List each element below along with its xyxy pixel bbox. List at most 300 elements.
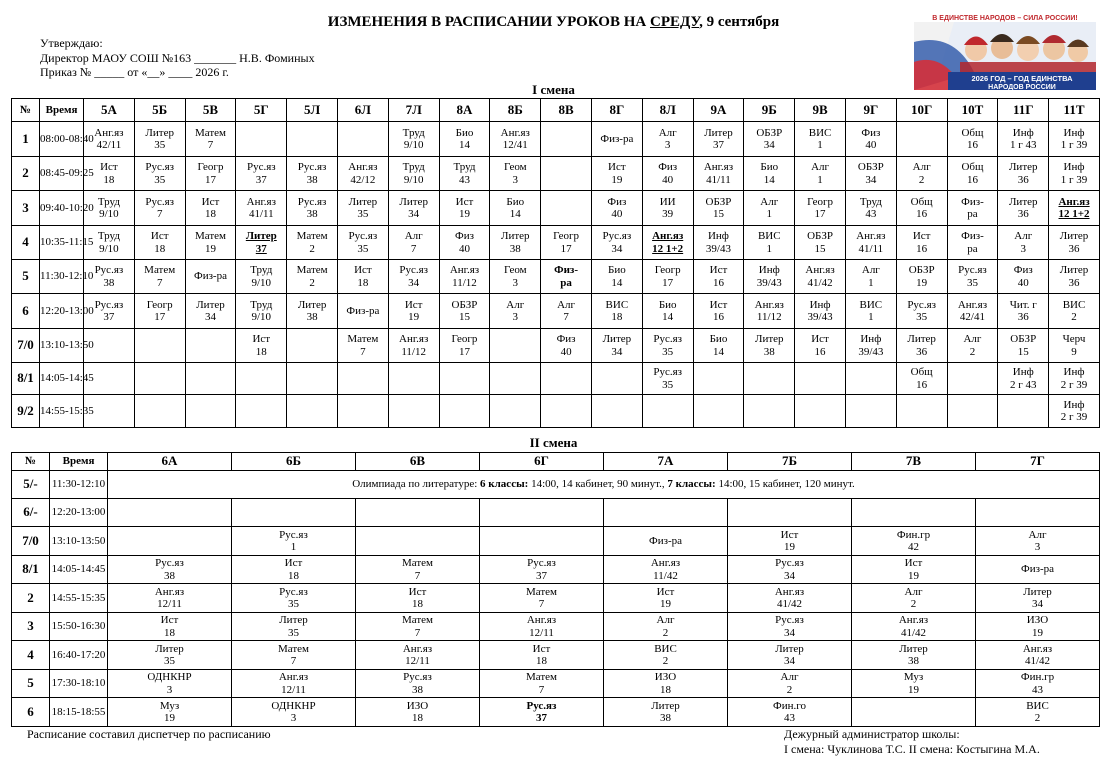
lesson-entry [440, 299, 490, 324]
room-text: 41/42 [776, 598, 803, 610]
lesson-cell [795, 395, 846, 428]
lesson-cell [439, 294, 490, 329]
subject-text: ИЗО [406, 699, 429, 712]
olympiad-text: 6 классы: [480, 478, 529, 491]
room-text: 15 [814, 242, 826, 255]
subject-text: Рус.яз [775, 614, 804, 626]
subject-text: Алг [912, 161, 931, 173]
subject-text: Физ-ра [600, 132, 634, 145]
room-text: 1 [868, 276, 874, 289]
lesson-cell [439, 260, 490, 294]
lesson-cell [134, 157, 185, 191]
room-text: 18 [412, 598, 423, 610]
subject-text: Анг.яз [652, 230, 684, 242]
class-header: 7Б [728, 453, 852, 471]
subject-text: ОДНКНР [147, 671, 192, 683]
lesson-cell [896, 294, 947, 329]
lesson-entry [287, 264, 337, 289]
subject-text: ОБЗР [451, 298, 478, 311]
room-text: 14 [611, 276, 623, 289]
lesson-entry [440, 161, 490, 186]
subject-text: ОДНКНР [271, 699, 316, 712]
room-text: 38 [103, 276, 115, 289]
lesson-entry [592, 133, 642, 146]
class-header: 8Л [642, 99, 693, 122]
lesson-entry [356, 671, 479, 696]
subject-text: Био [455, 126, 474, 139]
subject-text: 18:15- [51, 705, 81, 718]
subject-text: Алг [760, 195, 779, 208]
subject-text: Геогр [807, 195, 834, 208]
subject-text: Физ [1013, 264, 1033, 276]
subject-text: ОБЗР [908, 264, 935, 276]
lesson-entry [440, 196, 490, 221]
lesson-entry [728, 700, 851, 725]
subject-text: Анг.яз [650, 557, 681, 569]
room-text: 14 [509, 208, 521, 220]
room-text: 12:10 [68, 270, 94, 283]
lesson-row [12, 294, 1100, 329]
subject-text: Литер [501, 230, 530, 242]
lesson-row [12, 670, 1100, 698]
lesson-cell [845, 395, 896, 428]
lesson-cell [236, 226, 287, 260]
subject-text: Алг [963, 333, 982, 345]
room-text: 2 [309, 276, 315, 289]
lesson-cell [388, 260, 439, 294]
room-text: 13:00 [80, 506, 106, 519]
lesson-entry [694, 127, 744, 152]
lesson-cell [693, 294, 744, 329]
lesson-cell [1049, 191, 1100, 226]
subject-text: Рус.яз [246, 161, 276, 173]
lesson-cell [604, 527, 728, 556]
lesson-time [50, 613, 108, 641]
lesson-cell [1049, 122, 1100, 157]
lesson-cell [896, 260, 947, 294]
lesson-cell [236, 191, 287, 226]
lesson-cell [845, 226, 896, 260]
lesson-cell [490, 395, 541, 428]
subject-text: Литер [1023, 585, 1052, 598]
lesson-cell [845, 157, 896, 191]
lesson-entry [186, 270, 236, 283]
room-text: 18 [660, 683, 671, 696]
lesson-entry [541, 230, 591, 255]
lesson-cell [108, 670, 232, 698]
subject-text: 12:20- [51, 506, 81, 519]
room-text: 41/11 [858, 242, 884, 255]
subject-text: Ист [811, 333, 829, 345]
lesson-cell [480, 641, 604, 670]
lesson-cell [998, 226, 1049, 260]
lesson-time [40, 260, 94, 294]
lesson-row [12, 226, 1100, 260]
lesson-cell [232, 584, 356, 613]
lesson-cell [744, 122, 795, 157]
lesson-entry [1049, 299, 1099, 324]
lesson-entry [795, 333, 845, 358]
lesson-cell [236, 122, 287, 157]
lesson-cell [439, 122, 490, 157]
lesson-entry [135, 127, 185, 152]
subject-text: Литер [1008, 195, 1038, 208]
lesson-cell [693, 226, 744, 260]
room-text: 7 [290, 655, 297, 667]
lesson-entry [356, 586, 479, 611]
room-text: 36 [916, 345, 928, 358]
subject-text: Рус.яз [155, 557, 184, 569]
lesson-cell [232, 527, 356, 556]
lesson-cell [108, 641, 232, 670]
room-text: 1 [766, 242, 772, 255]
room-text: 9/10 [403, 139, 424, 151]
subject-text: Инф [1012, 126, 1034, 139]
subject-text: Труд [453, 161, 476, 173]
lesson-cell [287, 395, 338, 428]
lesson-cell [490, 157, 541, 191]
footer-duty-names: I смена: Чуклинова Т.С. II смена: Костыгина М.А. [784, 741, 1040, 756]
lesson-cell [642, 122, 693, 157]
lesson-cell [998, 260, 1049, 294]
lesson-number: 7/0 [12, 329, 40, 363]
subject-text: Матем [296, 230, 328, 242]
lesson-entry [998, 127, 1048, 152]
subject-text: Литер [754, 333, 784, 345]
lesson-cell [108, 499, 232, 527]
class-header: 5А [84, 99, 135, 122]
lesson-cell [185, 294, 236, 329]
room-text: 35 [288, 598, 299, 610]
lesson-entry [728, 586, 851, 611]
subject-text: Алг [1014, 230, 1033, 242]
room-text: 39/43 [807, 311, 833, 323]
lesson-row [12, 157, 1100, 191]
room-text: 34 [865, 173, 877, 186]
room-text: 35 [662, 378, 674, 391]
lesson-cell [947, 260, 998, 294]
room-text: 38 [306, 173, 318, 186]
lesson-number: 5 [12, 260, 40, 294]
lesson-entry [744, 127, 794, 152]
subject-text: Анг.яз [94, 126, 124, 139]
lesson-cell [134, 260, 185, 294]
room-text: 15:35 [68, 404, 94, 417]
lesson-cell [998, 363, 1049, 395]
lesson-entry [480, 557, 603, 582]
lesson-entry [287, 161, 337, 186]
lesson-cell [236, 260, 287, 294]
lesson-cell [795, 260, 846, 294]
room-text: 39 [662, 208, 674, 220]
lesson-cell [337, 226, 388, 260]
lesson-cell [439, 329, 490, 363]
lesson-entry [643, 196, 693, 221]
lesson-cell [947, 122, 998, 157]
room-text: 18 [536, 655, 547, 667]
lesson-entry [541, 333, 591, 358]
subject-text: Литер [602, 333, 632, 345]
room-text: 2 [910, 598, 917, 610]
subject-text: Ист [709, 298, 728, 311]
room-text: 19 [660, 598, 671, 610]
lesson-cell [337, 395, 388, 428]
room-text: 9 [1071, 345, 1077, 358]
room-text: 43 [865, 208, 877, 220]
lesson-cell [232, 698, 356, 727]
lesson-entry [948, 161, 998, 186]
lesson-cell [541, 191, 592, 226]
class-header: 9Б [744, 99, 795, 122]
lesson-cell [356, 641, 480, 670]
class-header: 6Л [337, 99, 388, 122]
lesson-entry [948, 230, 998, 255]
lesson-cell [896, 329, 947, 363]
lesson-cell [541, 395, 592, 428]
room-text: 17 [458, 345, 470, 358]
lesson-cell [356, 556, 480, 584]
room-text: 2 [309, 242, 315, 255]
room-text: 11:15 [68, 236, 94, 249]
lesson-entry [1049, 196, 1099, 221]
subject-text: Рус.яз [526, 699, 557, 712]
lesson-entry [186, 230, 236, 255]
room-text: 37 [536, 569, 547, 582]
room-text: 9/10 [403, 173, 424, 186]
room-text: 34 [204, 311, 216, 323]
room-text: 14 [763, 173, 775, 186]
lesson-cell [852, 613, 976, 641]
room-text: 36 [1017, 311, 1029, 323]
lesson-entry [998, 366, 1048, 391]
subject-text: Труд [97, 195, 120, 208]
lesson-cell [744, 226, 795, 260]
subject-text: Инф [1063, 126, 1085, 139]
lesson-cell [480, 613, 604, 641]
lesson-cell [604, 670, 728, 698]
class-header: 5Л [287, 99, 338, 122]
lesson-cell [728, 698, 852, 727]
lesson-entry [338, 264, 388, 289]
subject-text: Ист [656, 585, 675, 598]
lesson-entry [604, 671, 727, 696]
lesson-cell [693, 157, 744, 191]
subject-text: ВИС [654, 642, 677, 655]
lesson-cell [728, 527, 852, 556]
lesson-entry [728, 643, 851, 668]
lesson-cell [232, 670, 356, 698]
lesson-cell [108, 527, 232, 556]
lesson-cell [108, 698, 232, 727]
room-text: 15 [1017, 345, 1029, 358]
class-header: 11Т [1049, 99, 1100, 122]
lesson-entry [592, 333, 642, 358]
subject-text: 14:05- [51, 563, 81, 576]
lesson-cell [591, 395, 642, 428]
lesson-entry [795, 299, 845, 324]
room-text: 38 [908, 655, 919, 667]
shift1-label: I смена [532, 82, 575, 97]
room-text: 41/11 [706, 173, 731, 186]
lesson-number: 5/- [12, 471, 50, 499]
lesson-cell [236, 395, 287, 428]
room-text: 1 г 43 [1009, 139, 1037, 151]
room-text: 18 [255, 345, 267, 358]
lesson-entry [592, 161, 642, 186]
lesson-time [50, 641, 108, 670]
subject-text: Анг.яз [500, 126, 530, 139]
room-text: 41/42 [900, 626, 927, 639]
lesson-cell [976, 556, 1100, 584]
lesson-entry [236, 299, 286, 324]
lesson-cell [1049, 260, 1100, 294]
lesson-cell [896, 226, 947, 260]
lesson-cell [795, 294, 846, 329]
subject-text: Физ [607, 195, 627, 208]
subject-text: Литер [651, 699, 680, 712]
lesson-cell [642, 191, 693, 226]
class-header: 8Б [490, 99, 541, 122]
subject-text: Инф [1063, 398, 1085, 411]
subject-text: Ист [780, 528, 799, 541]
subject-text: Анг.яз [774, 585, 805, 598]
room-text: 16 [916, 242, 928, 255]
lesson-cell [287, 122, 338, 157]
lesson-entry [108, 700, 231, 725]
room-text: 42/12 [350, 173, 376, 186]
lesson-entry [490, 230, 540, 255]
lesson-entry [389, 127, 439, 152]
subject-text: Черч [1062, 333, 1086, 345]
lesson-cell [744, 294, 795, 329]
subject-text: Алг [811, 161, 830, 173]
subject-text: Рус.яз [279, 528, 308, 541]
lesson-cell [1049, 363, 1100, 395]
lesson-entry [108, 557, 231, 582]
lesson-entry [389, 333, 439, 358]
subject-text: Алг [904, 585, 923, 598]
subject-text: 16:40- [51, 648, 81, 661]
subject-text: Инф [1063, 161, 1085, 173]
banner-bottom-line2: НАРОДОВ РОССИИ [988, 84, 1056, 91]
subject-text: Алг [1028, 528, 1047, 541]
lesson-cell [439, 395, 490, 428]
lesson-entry [643, 230, 693, 255]
footer-duty-admin [784, 727, 1040, 756]
lesson-cell [337, 363, 388, 395]
lesson-cell [490, 191, 541, 226]
lesson-time [40, 122, 94, 157]
class-header: 7Г [976, 453, 1100, 471]
subject-text: Общ [910, 195, 933, 208]
lesson-time [40, 191, 94, 226]
subject-text: Литер [775, 642, 804, 655]
room-text: 37 [103, 311, 115, 323]
room-text: 37 [712, 139, 724, 151]
lesson-entry [694, 230, 744, 255]
lesson-cell [998, 395, 1049, 428]
olympiad-text: 14:00, 14 кабинет, 90 минут., [528, 478, 668, 491]
lesson-cell [541, 122, 592, 157]
subject-text: Общ [961, 126, 984, 139]
lesson-entry [1049, 230, 1099, 255]
lesson-cell [845, 363, 896, 395]
room-text: 40 [560, 345, 572, 358]
lesson-entry [1049, 161, 1099, 186]
subject-text: Физ [861, 126, 881, 139]
room-text: 34 [611, 242, 623, 255]
lesson-entry [728, 671, 851, 696]
subject-text: Анг.яз [246, 195, 276, 208]
lesson-entry [135, 264, 185, 289]
room-text: ра [967, 208, 978, 220]
lesson-entry [976, 563, 1099, 576]
room-text: 09:25 [68, 167, 94, 180]
lesson-entry [186, 196, 236, 221]
lesson-cell [852, 556, 976, 584]
subject-text: Рус.яз [94, 298, 124, 311]
subject-text: Литер [145, 126, 174, 139]
room-text: 34 [611, 345, 623, 358]
lesson-entry [440, 127, 490, 152]
lesson-cell [896, 363, 947, 395]
room-text: 17 [204, 173, 216, 186]
room-text: 35 [288, 626, 299, 639]
col-header-num: № [12, 453, 50, 471]
subject-text: Анг.яз [1022, 642, 1053, 655]
lesson-cell [998, 122, 1049, 157]
lesson-cell [947, 329, 998, 363]
lesson-cell [604, 613, 728, 641]
lesson-cell [356, 670, 480, 698]
lesson-cell [744, 157, 795, 191]
lesson-cell [185, 329, 236, 363]
lesson-cell [541, 260, 592, 294]
lesson-entry [592, 299, 642, 324]
lesson-cell [591, 260, 642, 294]
lesson-cell [604, 584, 728, 613]
lesson-cell [439, 363, 490, 395]
lesson-cell [134, 226, 185, 260]
subject-text: Анг.яз [957, 298, 988, 311]
room-text: 41/42 [1024, 655, 1051, 667]
lesson-row [12, 471, 1100, 499]
lesson-entry [846, 196, 896, 221]
lesson-entry [795, 196, 845, 221]
lesson-cell [591, 363, 642, 395]
room-text: 34 [763, 139, 775, 151]
lesson-entry [976, 614, 1099, 639]
subject-text: Геогр [451, 333, 478, 345]
lesson-cell [232, 641, 356, 670]
class-header: 9А [693, 99, 744, 122]
subject-text: Физ [658, 161, 678, 173]
lesson-cell [642, 260, 693, 294]
room-text: 7 [538, 598, 545, 610]
subject-text: Био [608, 264, 626, 276]
room-text: 42/11 [96, 139, 122, 151]
lesson-cell [795, 329, 846, 363]
lesson-cell [744, 363, 795, 395]
lesson-entry [287, 230, 337, 255]
lesson-entry [232, 643, 355, 668]
room-text: 19 [916, 276, 928, 289]
room-text: 1 г 39 [1060, 139, 1088, 151]
room-text: 9/10 [251, 311, 272, 323]
room-text: 18 [154, 242, 166, 255]
room-text: 7 [360, 345, 366, 358]
lesson-entry [744, 299, 794, 324]
